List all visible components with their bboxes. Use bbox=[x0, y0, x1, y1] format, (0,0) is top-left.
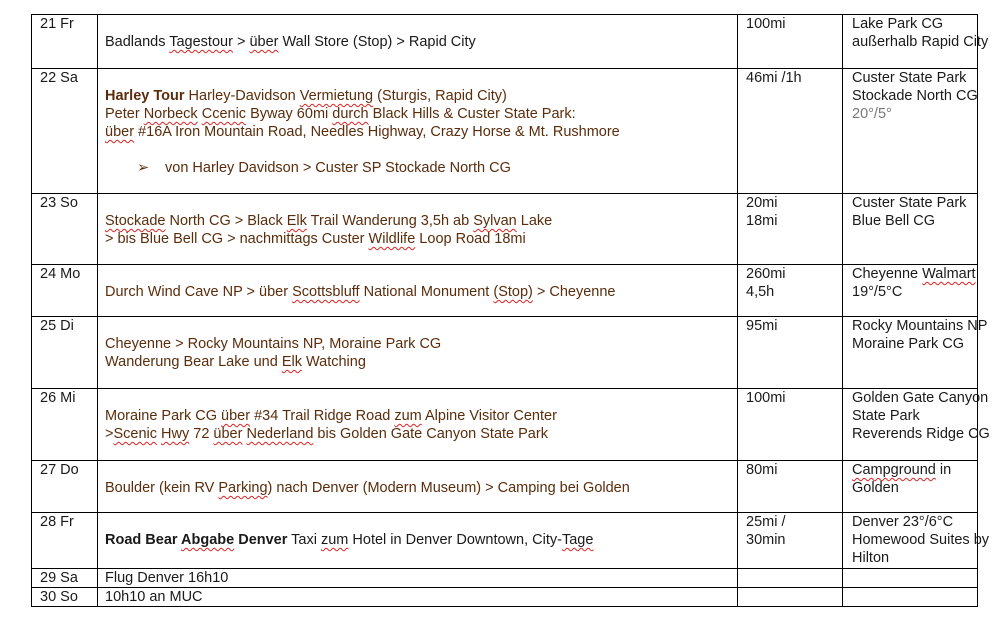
distance-line: 18mi bbox=[746, 213, 778, 229]
temperature-note: 20°/5° bbox=[852, 106, 892, 122]
text-segment: Cheyenne > Rocky Mountains NP, Moraine Park CG bbox=[105, 336, 442, 352]
description-line bbox=[105, 212, 733, 230]
bullet-text: von Harley Davidson > Custer SP Stockade North CG bbox=[165, 160, 511, 176]
table-row bbox=[32, 69, 978, 194]
spellcheck-flagged-word: Norbeck bbox=[143, 106, 198, 122]
location-cell bbox=[843, 69, 978, 194]
text-segment: #34 Trail Ridge Road bbox=[250, 408, 395, 424]
description-line bbox=[105, 588, 733, 606]
distance-line: 260mi bbox=[746, 266, 786, 282]
text-segment: > bbox=[232, 34, 250, 50]
line-spacer bbox=[105, 389, 733, 407]
table-row bbox=[32, 194, 978, 265]
description-cell bbox=[98, 194, 738, 265]
text-segment: Taxi bbox=[287, 532, 321, 548]
location-line: 19°/5°C bbox=[852, 284, 903, 300]
spellcheck-flagged-word: Tage bbox=[561, 532, 594, 548]
text-segment: Harley-Davidson bbox=[184, 88, 300, 104]
location-line bbox=[852, 461, 977, 479]
location-line: Golden bbox=[852, 480, 899, 496]
description-line bbox=[105, 335, 733, 353]
table-row bbox=[32, 569, 978, 588]
text-segment: North CG > Black bbox=[165, 213, 287, 229]
text-segment: Badlands bbox=[105, 34, 170, 50]
location-line: Custer State Park bbox=[852, 70, 967, 86]
bullet-item bbox=[105, 159, 733, 177]
table-row bbox=[32, 15, 978, 69]
distance-cell bbox=[738, 317, 843, 389]
day-cell: 29 Sa bbox=[32, 569, 98, 588]
location-line: Reverends Ridge CG bbox=[852, 426, 990, 442]
spellcheck-flagged-word: Wildlife bbox=[368, 231, 416, 247]
line-spacer bbox=[105, 317, 733, 335]
spellcheck-flagged-word: Ccenic bbox=[201, 106, 247, 122]
location-cell bbox=[843, 317, 988, 389]
spellcheck-flagged-word: Campground bbox=[852, 462, 936, 478]
description-cell bbox=[98, 265, 738, 317]
text-segment: 10h10 an MUC bbox=[105, 589, 203, 605]
distance-line: 100mi bbox=[746, 390, 786, 406]
description-line bbox=[105, 33, 733, 51]
distance-line: 100mi bbox=[746, 16, 786, 32]
text-segment: Watching bbox=[301, 354, 366, 370]
spellcheck-flagged-word: Elk bbox=[286, 213, 307, 229]
line-spacer bbox=[105, 15, 733, 33]
description-line bbox=[105, 87, 733, 105]
itinerary-table bbox=[31, 14, 990, 607]
line-spacer bbox=[105, 513, 733, 531]
location-line: Denver 23°/6°C bbox=[852, 514, 954, 530]
spellcheck-flagged-word: Vermietung bbox=[299, 88, 374, 104]
line-spacer bbox=[105, 265, 733, 283]
spellcheck-flagged-word: über bbox=[213, 426, 243, 442]
description-cell bbox=[98, 317, 738, 389]
location-line: Rocky Mountains NP bbox=[852, 318, 988, 334]
day-cell: 22 Sa bbox=[32, 69, 98, 194]
description-cell bbox=[98, 588, 738, 607]
spellcheck-flagged-word: Tagestour bbox=[169, 34, 233, 50]
spellcheck-flagged-word: Scottsbluff bbox=[292, 284, 360, 300]
location-line: Moraine Park CG bbox=[852, 336, 965, 352]
location-cell bbox=[843, 15, 989, 69]
text-segment: Boulder (kein RV bbox=[105, 480, 219, 496]
description-line bbox=[105, 283, 733, 301]
distance-line: 20mi bbox=[746, 195, 778, 211]
day-cell: 27 Do bbox=[32, 461, 98, 513]
location-cell bbox=[843, 569, 978, 588]
description-cell bbox=[98, 389, 738, 461]
day-cell: 28 Fr bbox=[32, 513, 98, 569]
location-line: Golden Gate Canyon bbox=[852, 390, 989, 406]
text-segment: (Sturgis, Rapid City) bbox=[373, 88, 507, 104]
text-segment: Hotel in Denver Downtown, City- bbox=[348, 532, 562, 548]
location-line: State Park bbox=[852, 408, 920, 424]
text-segment: 72 bbox=[189, 426, 214, 442]
distance-line: 95mi bbox=[746, 318, 778, 334]
location-cell bbox=[843, 588, 978, 607]
spellcheck-flagged-word: Sylvan bbox=[473, 213, 517, 229]
distance-line: 46mi /1h bbox=[746, 70, 802, 86]
line-spacer bbox=[105, 69, 733, 87]
arrow-bullet-icon: ➢ bbox=[137, 160, 150, 176]
day-cell: 30 So bbox=[32, 588, 98, 607]
table-row bbox=[32, 317, 978, 389]
spellcheck-flagged-word: Scenic bbox=[113, 426, 157, 442]
location-line: Stockade North CG bbox=[852, 88, 978, 104]
description-cell bbox=[98, 15, 738, 69]
location-cell bbox=[843, 461, 978, 513]
line-spacer bbox=[105, 194, 733, 212]
text-segment: Loop Road 18mi bbox=[415, 231, 526, 247]
text-segment: #16A Iron Mountain Road, Needles Highway, Crazy Horse & Mt. Rushmore bbox=[134, 124, 620, 140]
description-cell bbox=[98, 69, 738, 194]
spellcheck-flagged-word: über bbox=[221, 408, 251, 424]
location-line: Homewood Suites by bbox=[852, 532, 990, 548]
location-line: Custer State Park bbox=[852, 195, 967, 211]
distance-cell bbox=[738, 513, 843, 569]
text-segment: Cheyenne bbox=[852, 266, 923, 282]
location-line: Blue Bell CG bbox=[852, 213, 936, 229]
distance-cell bbox=[738, 588, 843, 607]
spellcheck-flagged-word: Nederland bbox=[246, 426, 314, 442]
table-row bbox=[32, 461, 978, 513]
text-segment: Flug Denver 16h10 bbox=[105, 570, 229, 586]
location-line: Hilton bbox=[852, 550, 890, 566]
spellcheck-flagged-word: Parking bbox=[218, 480, 268, 496]
distance-cell bbox=[738, 194, 843, 265]
spellcheck-flagged-word: Abgabe bbox=[181, 532, 235, 548]
bold-text: Denver bbox=[234, 532, 288, 548]
text-segment: Trail Wanderung 3,5h ab bbox=[306, 213, 474, 229]
table-row bbox=[32, 588, 978, 607]
description-line bbox=[105, 407, 733, 425]
description-line bbox=[105, 569, 733, 587]
text-segment: Black Hills & Custer State Park: bbox=[368, 106, 576, 122]
text-segment: > bbox=[105, 426, 114, 442]
location-line: Lake Park CG bbox=[852, 16, 944, 32]
location-line bbox=[852, 265, 977, 283]
distance-cell bbox=[738, 69, 843, 194]
day-cell: 25 Di bbox=[32, 317, 98, 389]
spellcheck-flagged-word: Stockade bbox=[105, 213, 166, 229]
description-line bbox=[105, 531, 733, 549]
text-segment: National Monument bbox=[359, 284, 494, 300]
bold-text: Road Bear bbox=[105, 532, 182, 548]
text-segment: Durch Wind Cave NP > über bbox=[105, 284, 293, 300]
text-segment: Moraine Park CG bbox=[105, 408, 222, 424]
table-row bbox=[32, 389, 978, 461]
distance-line: 30min bbox=[746, 532, 786, 548]
distance-line: 80mi bbox=[746, 462, 778, 478]
distance-cell bbox=[738, 461, 843, 513]
spellcheck-flagged-word: über bbox=[105, 124, 135, 140]
location-cell bbox=[843, 265, 978, 317]
distance-cell bbox=[738, 389, 843, 461]
spellcheck-flagged-word: zum bbox=[394, 408, 422, 424]
description-cell bbox=[98, 569, 738, 588]
table-row bbox=[32, 513, 978, 569]
spellcheck-flagged-word: Elk bbox=[281, 354, 302, 370]
text-segment: Lake bbox=[516, 213, 553, 229]
description-line bbox=[105, 105, 733, 123]
table-row bbox=[32, 265, 978, 317]
spellcheck-flagged-word: über bbox=[249, 34, 279, 50]
day-cell: 24 Mo bbox=[32, 265, 98, 317]
distance-cell bbox=[738, 569, 843, 588]
description-cell bbox=[98, 461, 738, 513]
text-segment: in bbox=[935, 462, 952, 478]
text-segment: Wanderung Bear Lake und bbox=[105, 354, 282, 370]
description-line bbox=[105, 230, 733, 248]
text-segment: ) nach Denver (Modern Museum) > Camping bei Golden bbox=[267, 480, 630, 496]
text-segment: Wall Store (Stop) > Rapid City bbox=[278, 34, 476, 50]
text-segment: Peter bbox=[105, 106, 144, 122]
distance-cell bbox=[738, 15, 843, 69]
description-line bbox=[105, 353, 733, 371]
description-line bbox=[105, 123, 733, 141]
description-line bbox=[105, 425, 733, 443]
description-cell bbox=[98, 513, 738, 569]
location-cell bbox=[843, 513, 990, 569]
day-cell: 23 So bbox=[32, 194, 98, 265]
description-line bbox=[105, 479, 733, 497]
spellcheck-flagged-word: Hwy bbox=[161, 426, 190, 442]
text-segment: > bis Blue Bell CG > nachmittags Custer bbox=[105, 231, 369, 247]
location-cell bbox=[843, 194, 978, 265]
location-cell bbox=[843, 389, 990, 461]
text-segment: > Cheyenne bbox=[532, 284, 616, 300]
text-segment: Byway 60mi bbox=[246, 106, 333, 122]
location-line: außerhalb Rapid City bbox=[852, 34, 989, 50]
distance-line: 25mi / bbox=[746, 514, 786, 530]
text-segment: bis Golden Gate Canyon State Park bbox=[313, 426, 548, 442]
distance-line: 4,5h bbox=[746, 284, 775, 300]
day-cell: 26 Mi bbox=[32, 389, 98, 461]
text-segment: Alpine Visitor Center bbox=[421, 408, 557, 424]
bold-text: Harley Tour bbox=[105, 88, 185, 104]
spellcheck-flagged-word: (Stop) bbox=[493, 284, 533, 300]
day-cell: 21 Fr bbox=[32, 15, 98, 69]
distance-cell bbox=[738, 265, 843, 317]
spellcheck-flagged-word: zum bbox=[320, 532, 349, 548]
spellcheck-flagged-word: durch bbox=[332, 106, 369, 122]
spellcheck-flagged-word: Walmart bbox=[922, 266, 976, 282]
line-spacer bbox=[105, 461, 733, 479]
